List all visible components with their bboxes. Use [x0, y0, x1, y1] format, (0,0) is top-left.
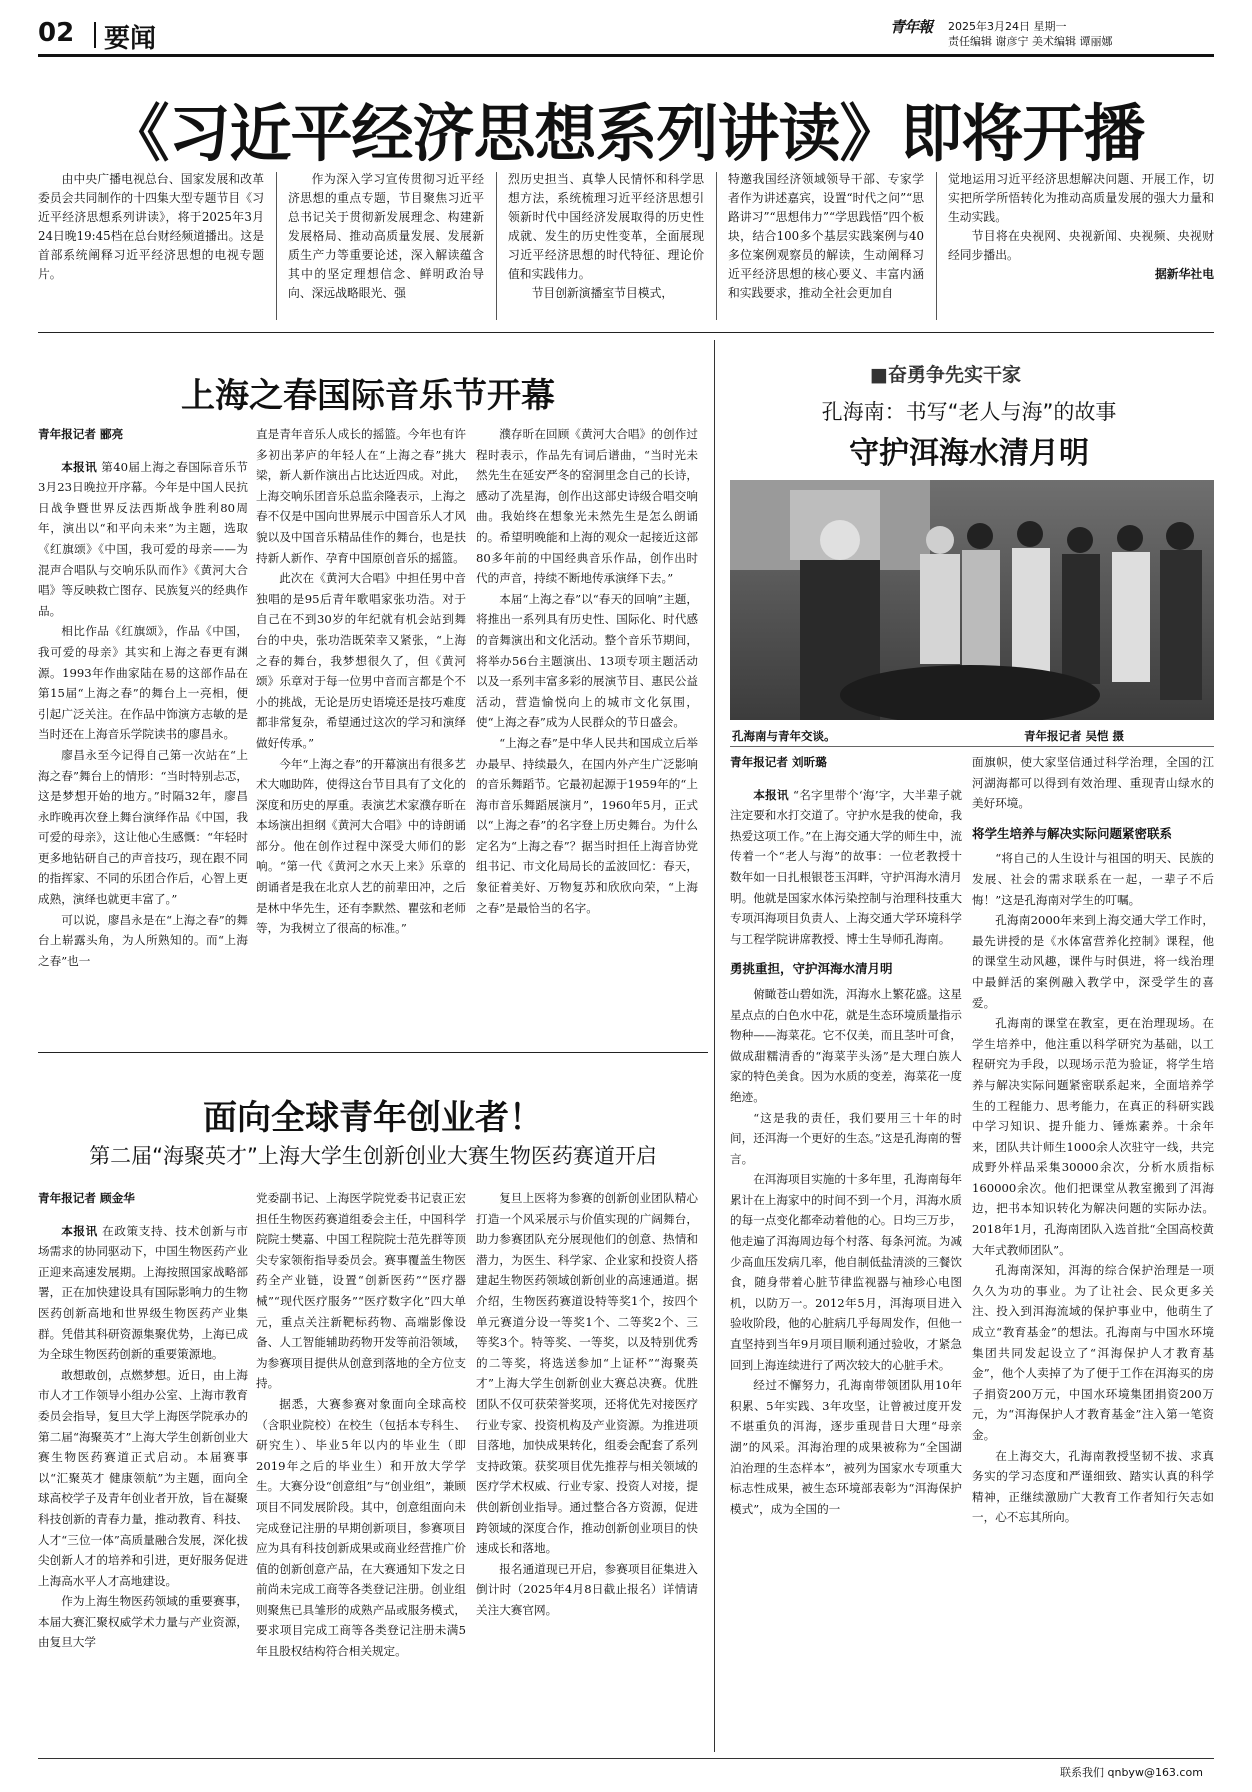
paragraph: 节目创新演播室节目模式， [531, 286, 674, 300]
photo-kong-with-students [730, 480, 1214, 720]
music-col-3 [476, 424, 698, 1042]
column-divider [936, 172, 937, 320]
paragraph: 孔海南的课堂在教室，更在治理现场。在学生培养中，他注重以科学研究为基础，以工程研究为手段，以现场示范为验证，将学生培养与解决实际问题紧密联系起来，全面培养学生的工程能力、思考能力，在真正的科研实践中学习知识、提升能力、锤炼素养。十余年来，团队共计师生1000余人次驻守一线，共完成野外样品采集30000余次，分析水质指标160000余次。他们把课堂从教室搬到了洱海边，把书本知识转化为解决问题的实际办法。2018年1月，孔海南团队入选首批“全国高校黄大年式教师团队”。 [972, 1016, 1214, 1257]
main-article-col-1 [38, 170, 264, 284]
main-article-col-3 [508, 170, 704, 303]
paragraph: 烈历史担当、真挚人民情怀和科学思想方法，系统梳理习近平经济思想引领新时代中国经济发展取得的历史性成就、发生的历史性变革，全面展现习近平经济思想的时代特征、理论价值和实践伟力。 [508, 172, 704, 281]
subheading: 将学生培养与解决实际问题紧密联系 [972, 825, 1173, 841]
paragraph: 此次在《黄河大合唱》中担任男中音独唱的是95后青年歌唱家张功浩。对于自己在不到30岁的年纪就有机会站到舞台的中央，张功浩既荣幸又紧张，“上海之春的舞台，我梦想很久了，但《黄河颂》乐章对于每一位男中音而言都是个不小的挑战，无论是历史语境还是技巧难度都非常复杂，希望通过这次的学习和演绎做好传承。” [256, 571, 466, 750]
paragraph: 廖昌永至今记得自己第一次站在“上海之春”舞台上的情形：“当时特别忐忑，这是梦想开始的地方。”时隔32年，廖昌永昨晚再次登上舞台演绎作品《中国，我可爱的母亲》，这让他心生感慨：“年轻时更多地钻研自己的声音技巧，现在跟不同的指挥家、不同的乐团合作后，心智上更成熟，演绎也就更丰富了。” [38, 747, 248, 907]
paragraph: 可以说，廖昌永是在“上海之春”的舞台上崭露头角，为人所熟知的。而“上海之春”也一 [38, 912, 248, 968]
biotech-col-2 [256, 1188, 466, 1748]
contact-info: 联系我们 qnbyw@163.com [1060, 1766, 1203, 1779]
paragraph: 相比作品《红旗颂》，作品《中国，我可爱的母亲》其实和上海之春更有渊源。1993年作曲家陆在易的这部作品在第15届“上海之春”的舞台上一亮相，便引起广泛关注。在作品中饰演方志敏的是当时还在上海音乐学院读书的廖昌永。 [38, 624, 248, 742]
biotech-subtitle: 第二届“海聚英才”上海大学生创新创业大赛生物医药赛道开启 [89, 1144, 657, 1168]
column-divider [496, 172, 497, 320]
subheading: 勇挑重担，守护洱海水清月明 [730, 961, 893, 977]
paragraph: 濮存昕在回顾《黄河大合唱》的创作过程时表示，作品先有词后谱曲，“当时光未然先生在延安严冬的窑洞里念自己的长诗，感动了冼星海，创作出这部史诗级合唱交响曲。我始终在想象光未然先生是怎么朗诵的。希望明晚能和上海的观众一起接近这部80多年前的中国经典音乐作品，创作出时代的声音，持续不断地传承演绎下去。” [476, 427, 698, 586]
paragraph: 本报讯 第40届上海之春国际音乐节3月23日晚拉开序幕。今年是中国人民抗日战争暨世界反法西斯战争胜利80周年，演出以“和平向未来”为主题，选取《红旗颂》《中国，我可爱的母亲——为混声合唱队与交响乐队而作》《黄河大合唱》等反映救亡图存、民族复兴的经典作品。 [38, 459, 248, 618]
paragraph: 由中央广播电视总台、国家发展和改革委员会共同制作的十四集大型专题节目《习近平经济思想系列讲读》，将于2025年3月24日晚19:45档在总台财经频道播出。这是首部系统阐释习近平经济思想的电视专题片。 [38, 172, 264, 281]
paragraph: “上海之春”是中华人民共和国成立后举办最早、持续最久，在国内外产生广泛影响的音乐舞蹈节。它最初起源于1959年的“上海市音乐舞蹈展演月”，1960年5月，正式以“上海之春”的名字登上历史舞台。为什么定名为“上海之春”？据当时担任上海音协党组书记、市文化局局长的孟波回忆：春天，象征着美好、万物复苏和欣欣向荣，“上海之春”是最恰当的名字。 [476, 735, 698, 915]
byline: 青年报记者 郦亮 [38, 427, 124, 441]
column-divider [276, 172, 277, 320]
paragraph: 本报讯 在政策支持、技术创新与市场需求的协同驱动下，中国生物医药产业正迎来高速发展期。上海按照国家战略部署，正在加快建设具有国际影响力的生物医药创新高地和世界级生物医药产业集群。凭借其科研资源集聚优势，上海已成为全球生物医药创新的重要策源地。 [38, 1223, 248, 1362]
issue-date: 2025年3月24日 星期一 [948, 20, 1067, 33]
kong-headline: 守护洱海水清月明 [849, 436, 1089, 471]
newspaper-logo: 青年報 [890, 18, 933, 36]
kong-kicker: 孔海南：书写“老人与海”的故事 [821, 400, 1117, 424]
column-divider [716, 172, 717, 320]
paragraph: 作为深入学习宣传贯彻习近平经济思想的重点专题，节目聚焦习近平总书记关于贯彻新发展理念、构建新发展格局、推动高质量发展、发展新质生产力等重要论述，深入解读蕴含其中的坚定理想信念、鲜明政治导向、深远战略眼光、强 [288, 172, 484, 300]
paragraph: 面旗帜，使大家坚信通过科学治理，全国的江河湖海都可以得到有效治理、重现青山绿水的美好环境。 [972, 755, 1214, 811]
paragraph: 俯瞰苍山碧如洗，洱海水上繁花盛。这星星点点的白色水中花，就是生态环境质量指示物种——海菜花。它不仅美，而且茎叶可食，做成甜糯清香的“海菜芋头汤”是大理白族人家的特色美食。因为水质的变差，海菜花一度绝迹。 [730, 986, 962, 1104]
footer-rule [38, 1758, 1214, 1759]
column-divider [714, 340, 715, 1752]
paragraph: 党委副书记、上海医学院党委书记袁正宏担任生物医药赛道组委会主任，中国科学院院士樊嘉、中国工程院院士范先群等顶尖专家领衔指导委员会。赛事覆盖生物医药全产业链，设置“创新医药”“医疗器械”“现代医疗服务”“医疗数字化”四大单元，重点关注新靶标药物、高端影像设备、人工智能辅助药物开发等前沿领域，为参赛项目提供从创意到落地的全方位支持。 [256, 1191, 466, 1391]
paragraph: “将自己的人生设计与祖国的明天、民族的发展、社会的需求联系在一起，一辈子不后悔！”这是孔海南对学生的叮嘱。 [972, 851, 1214, 907]
source-credit: 据新华社电 [1155, 267, 1214, 281]
byline: 青年报记者 顾金华 [38, 1191, 135, 1205]
paragraph: 敢想敢创，点燃梦想。近日，由上海市人才工作领导小组办公室、上海市教育委员会指导，复旦大学上海医学院承办的第二届“海聚英才”上海大学生创新创业大赛生物医药赛道正式启动。本届赛事以“汇聚英才 健康领航”为主题，面向全球高校学子及青年创业者开放，旨在凝聚科技创新的青春力量，推动教育、科技、人才“三位一体”高质量融合发展，深化拔尖创新人才的培养和引进，更好服务促进上海高水平人才高地建设。 [38, 1367, 248, 1588]
paragraph: 孔海南深知，洱海的综合保护治理是一项久久为功的事业。为了让社会、民众更多关注、投入到洱海流域的保护事业中，他萌生了成立“教育基金”的想法。孔海南与中国水环境集团共同发起设立了“洱海保护人才教育基金”，他个人卖掉了为了便于工作在洱海买的房子捐资200万元，中国水环境集团捐资200万元，为“洱海保护人才教育基金”注入第一笔资金。 [972, 1263, 1214, 1442]
paragraph: 在上海交大，孔海南教授坚韧不拔、求真务实的学习态度和严谨细致、踏实认真的科学精神，正继续激励广大教育工作者知行矢志如一，心不忘其所向。 [972, 1448, 1214, 1525]
main-headline: 《习近平经济思想系列讲读》即将开播 [107, 97, 1145, 170]
biotech-headline: 面向全球青年创业者！ [203, 1098, 543, 1138]
main-article-col-5 [948, 170, 1214, 284]
paragraph: 今年“上海之春”的开幕演出有很多艺术大咖助阵，使得这台节目具有了文化的深度和历史的厚重。表演艺术家濮存昕在本场演出担纲《黄河大合唱》中的诗朗诵部分。他在创作过程中深受大师们的影响。“第一代《黄河之水天上来》乐章的朗诵者是我在北京人艺的前辈田冲，之后是林中华先生，还有李默然、瞿弦和老师等，为我树立了很高的标准。” [256, 756, 466, 936]
music-headline: 上海之春国际音乐节开幕 [181, 376, 555, 416]
byline: 青年报记者 刘昕璐 [730, 755, 827, 769]
section-rule [38, 1052, 708, 1053]
paragraph: 节目将在央视网、央视新闻、央视频、央视财经同步播出。 [948, 229, 1214, 262]
paragraph: 本届“上海之春”以“春天的回响”主题，将推出一系列具有历史性、国际化、时代感的音舞演出和文化活动。整个音乐节期间，将举办56台主题演出、13项专项主题活动以及一系列丰富多彩的展演节目、惠民公益活动，营造愉悦向上的城市文化氛围，使“上海之春”成为人民群众的节日盛会。 [476, 591, 698, 730]
header-divider [94, 22, 96, 48]
editors-credit: 责任编辑 谢彦宁 美术编辑 谭丽娜 [948, 35, 1113, 48]
dateline: 本报讯 [61, 1223, 98, 1238]
header-rule [38, 54, 1214, 57]
music-col-2 [256, 424, 466, 1042]
paragraph: 作为上海生物医药领域的重要赛事，本届大赛汇聚权威学术力量与产业资源，由复旦大学 [38, 1594, 248, 1650]
dateline: 本报讯 [753, 787, 789, 802]
main-article-col-4 [728, 170, 924, 303]
paragraph: 孔海南2000年来到上海交通大学工作时，最先讲授的是《水体富营养化控制》课程，他的课堂生动风趣，课件与时俱进，将一线治理中最鲜活的案例融入教学中，深受学生的喜爱。 [972, 913, 1214, 1010]
paragraph: 经过不懈努力，孔海南带领团队用10年积累、5年实践、3年攻坚，让曾被过度开发不堪重负的洱海，逐步重现昔日大理“母亲湖”的风采。洱海治理的成果被称为“全国湖泊治理的生态样本”，被列为国家水专项重大标志性成果，被生态环境部表彰为“洱海保护模式”，成为全国的一 [730, 1378, 962, 1516]
section-name: 要闻 [104, 24, 157, 54]
biotech-col-1 [38, 1188, 248, 1748]
paragraph: 据悉，大赛参赛对象面向全球高校（含职业院校）在校生（包括本专科生、研究生）、毕业5年以内的毕业生（即2019年之后的毕业生）和开放大学学生。大赛分设“创意组”与“创业组”，兼顾项目不同发展阶段。其中，创意组面向未完成登记注册的早期创新项目，参赛项目应为具有科技创新成果或商业经营推广价值的创新创意产品，在大赛通知下发之日前尚未完成工商等各类登记注册。创业组则聚焦已具雏形的成熟产品或服务模式，要求项目完成工商等各类登记注册未满5年且股权结构符合相关规定。 [256, 1396, 466, 1659]
paragraph: 在洱海项目实施的十多年里，孔海南每年累计在上海家中的时间不到一个月，洱海水质的每一点变化都牵动着他的心。日均三万步，他走遍了洱海周边每个村落、每条河流。为减少高血压发病几率，他自制低盐清淡的三餐饮食，随身带着心脏节律监视器与袖珍心电图机，以防万一。2012年5月，洱海项目进入验收阶段，他的心脏病几乎每周发作，但他一直坚持到当年9月项目顺利通过验收，才紧急回到上海连续进行了两次较大的心脏手术。 [730, 1172, 962, 1372]
caption-rule [730, 746, 1214, 747]
paragraph: 本报讯 “名字里带个‘海’字，大半辈子就注定要和水打交道了。守护水是我的使命，我热爱这项工作。”在上海交通大学的师生中，流传着一个“老人与海”的故事：一位老教授十数年如一日扎根银苍玉洱畔，守护洱海水清月明。他就是国家水体污染控制与治理科技重大专项洱海项目负责人、上海交通大学环境科学与工程学院讲席教授、博士生导师孔海南。 [730, 787, 962, 946]
music-col-1 [38, 424, 248, 1042]
column-label: ■奋勇争先实干家 [870, 364, 1021, 386]
kong-col-2 [972, 752, 1214, 1756]
kong-col-1 [730, 752, 962, 1756]
section-rule [38, 332, 1214, 333]
photo-caption: 孔海南与青年交谈。 [732, 729, 836, 743]
photo-credit: 青年报记者 吴恺 摄 [1024, 729, 1125, 743]
paragraph: “这是我的责任，我们要用三十年的时间，还洱海一个更好的生态。”这是孔海南的誓言。 [730, 1110, 962, 1166]
paragraph: 报名通道现已开启，参赛项目征集进入倒计时（2025年4月8日截止报名）详情请关注大赛官网。 [476, 1561, 698, 1617]
biotech-col-3 [476, 1188, 698, 1748]
paragraph: 特邀我国经济领域领导干部、专家学者作为讲述嘉宾，设置“时代之问”“思路讲习”“思想伟力”“学思践悟”四个板块，结合100多个基层实践案例与40多位案例观察员的解读，生动阐释习近平经济思想的核心要义、丰富内涵和实践要求，推动全社会更加自 [728, 172, 924, 300]
dateline: 本报讯 [61, 459, 98, 474]
main-article-col-2 [288, 170, 484, 303]
page-number: 02 [38, 18, 75, 48]
photo-placeholder [730, 480, 1214, 720]
paragraph: 觉地运用习近平经济思想解决问题、开展工作，切实把所学所悟转化为推动高质量发展的强大力量和生动实践。 [948, 172, 1214, 224]
paragraph: 复旦上医将为参赛的创新创业团队精心打造一个风采展示与价值实现的广阔舞台，助力参赛团队充分展现他们的创意、热情和潜力，为医生、科学家、企业家和投资人搭建起生物医药领域创新创业的高速通道。据介绍，生物医药赛道设特等奖1个，按四个单元赛道分设一等奖1个、二等奖2个、三等奖3个。特等奖、一等奖，以及特别优秀的二等奖，将选送参加“上证杯”“海聚英才”上海大学生创新创业大赛总决赛。优胜团队不仅可获荣誉奖项，还将优先对接医疗行业专家、投资机构及产业资源。为推进项目落地，加快成果转化，组委会配套了系列支持政策。获奖项目优先推荐与相关领域的医疗学术权威、行业专家、投资人对接，提供创新创业指导。通过整合各方资源，促进跨领域的深度合作，推动创新创业项目的快速成长和落地。 [476, 1191, 698, 1556]
paragraph: 直是青年音乐人成长的摇篮。今年也有许多初出茅庐的年轻人在“上海之春”挑大梁，新人新作演出占比达近四成。对此，上海交响乐团音乐总监余隆表示，上海之春不仅是中国向世界展示中国音乐人才风貌以及中国音乐精品佳作的舞台，也是扶持新人新作、孕育中国原创音乐的摇篮。 [256, 427, 466, 565]
